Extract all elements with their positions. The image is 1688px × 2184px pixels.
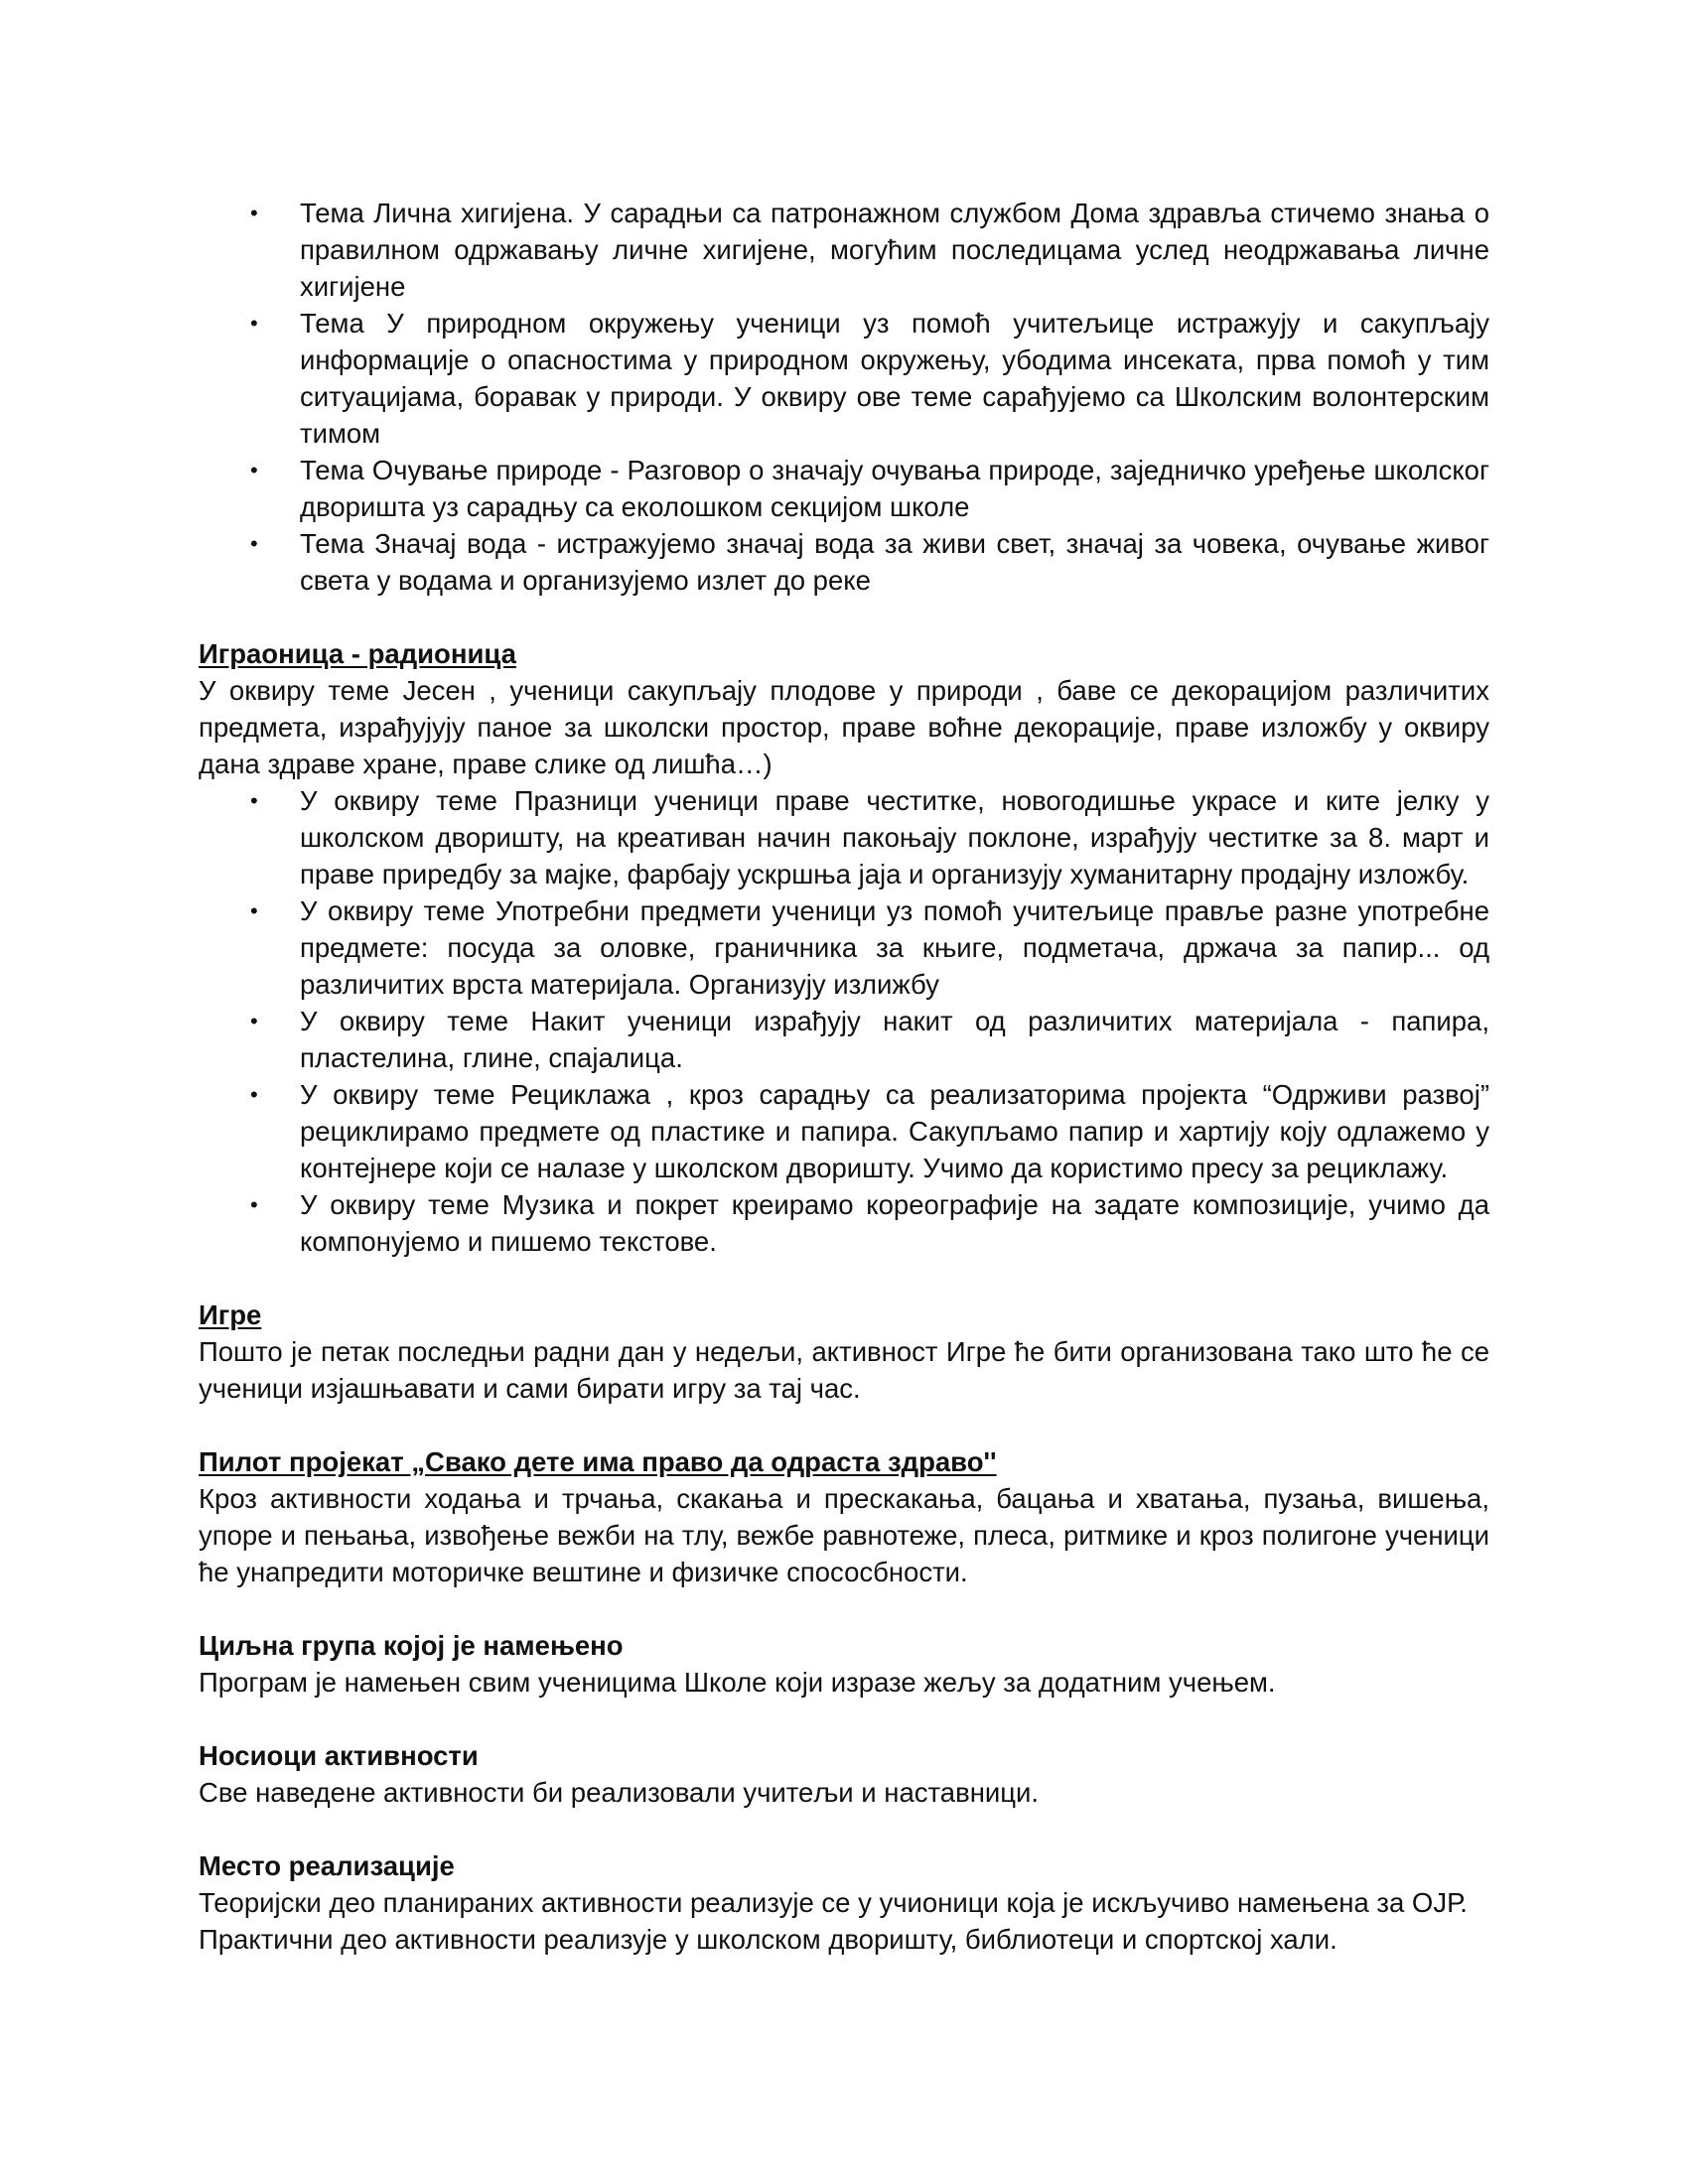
carriers-section [199,1737,1489,1811]
list-item [199,1003,1489,1076]
igraonica-intro: У оквиру теме Јесен , ученици сакупљају плодове у природи , баве се декорацијом различитих предмета, израђујују паное за школски простор, праве воћне декорације, праве изложбу у оквиру дана здраве хране, праве слике од лишћа…) [199,675,1489,779]
bullet-icon: • [250,788,258,813]
bullet-icon: • [250,1009,258,1033]
list-item-text: У оквиру теме Накит ученици израђују накит од различитих материјала - папира, пластелина, глине, спајалица. [300,1006,1489,1073]
bullet-icon: • [250,201,258,225]
igre-heading: Игре [199,1299,262,1330]
topic-bullet-list [199,195,1489,599]
igraonica-bullet-list [199,782,1489,1260]
place-text-line-2: Практични део активности реализује у школском дворишту, библиотеци и спортској хали. [199,1924,1337,1955]
list-item-text: Тема Значај вода - истражујемо значај вода за живи свет, значај за човека, очување живог света у водама и организујемо излет до реке [300,528,1489,596]
bullet-icon: • [250,311,258,336]
document-page [199,195,1489,1958]
list-item-text: У оквиру теме Празници ученици праве честитке, новогодишње украсе и ките јелку у школском дворишту, на креативан начин пакоњају поклоне, израђују честитке за 8. март и праве приредбу за мајке, фарбају ускршња јаја и организују хуманитарну продајну изложбу. [300,785,1489,889]
igraonica-section [199,635,1489,1260]
target-group-text: Програм је намењен свим ученицима Школе који изразе жељу за додатним учењем. [199,1667,1276,1698]
list-item-text: У оквиру теме Употребни предмети ученици уз помоћ учитељице прављe разне употребне предмете: посуда за оловке, граничника за књиге, подметача, држача за папир... од различитих врста материјала. Организују излижбу [300,895,1489,1000]
list-item [199,892,1489,1003]
bullet-icon: • [250,898,258,923]
list-item [199,1186,1489,1260]
place-section [199,1847,1489,1958]
target-group-heading: Циљна група којој је намењено [199,1630,624,1661]
list-item-text: У оквиру теме Рециклажа , кроз сарадњу са реализаторима пројекта “Одрживи развој” рециклирамо предмете од пластике и папира. Сакупљамо папир и хартију коју одлажемо у контејнере који се налазе у школском дворишту. Учимо да користимо пресу за рециклажу. [300,1079,1489,1183]
pilot-heading: Пилот пројекат „Свако дете има право да одраста здраво'' [199,1446,997,1477]
list-item-text: Тема У природном окружењу ученици уз помоћ учитељице истражују и сакупљају информације о опасностима у природном окружењу, убодима инсеката, прва помоћ у тим ситуацијама, боравак у природи. У оквиру ове теме сарађујемо са Школским волонтерским тимом [300,308,1489,449]
bullet-icon: • [250,1082,258,1107]
target-group-section [199,1627,1489,1701]
place-heading: Место реализације [199,1850,455,1881]
place-text-line-1: Теоријски део планираних активности реализује се у учионици која је искључиво намењена за ОЈР. [199,1887,1468,1918]
igre-section [199,1297,1489,1407]
list-item [199,525,1489,599]
igre-text: Пошто је петак последњи радни дан у недељи, активност Игре ће бити организована тако што ће се ученици изјашњавати и сами бирати игру за тај час. [199,1336,1489,1404]
list-item [199,782,1489,892]
list-item [199,1076,1489,1186]
carriers-text: Све наведене активности би реализовали учитељи и наставници. [199,1777,1040,1808]
list-item [199,452,1489,525]
list-item [199,195,1489,305]
bullet-icon: • [250,531,258,556]
list-item-text: Тема Очување природе - Разговор о значају очувања природе, заједничко уређење школског дворишта уз сарадњу са еколошком секцијом школе [300,455,1489,522]
pilot-section [199,1443,1489,1590]
list-item [199,305,1489,452]
igraonica-heading: Играоница - радионица [199,638,516,669]
pilot-text: Кроз активности ходања и трчања, скакања и прескакања, бацања и хватања, пузања, вишења, упоре и пењања, извођење вежби на тлу, вежбе равнотеже, плеса, ритмике и кроз полигоне ученици ће унапредити моторичке вештине и физичке спососбности. [199,1483,1489,1587]
list-item-text: У оквиру теме Музика и покрет креирамо кореографије на задате композиције, учимо да компонујемо и пишемо текстове. [300,1189,1489,1257]
bullet-icon: • [250,1192,258,1217]
bullet-icon: • [250,458,258,482]
carriers-heading: Носиоци активности [199,1740,479,1771]
list-item-text: Тема Лична хигијена. У сарадњи са патронажном службом Дома здравља стичемо знања о правилном одржавању личне хигијене, могућим последицама услед неодржавања личне хигијене [300,198,1489,302]
